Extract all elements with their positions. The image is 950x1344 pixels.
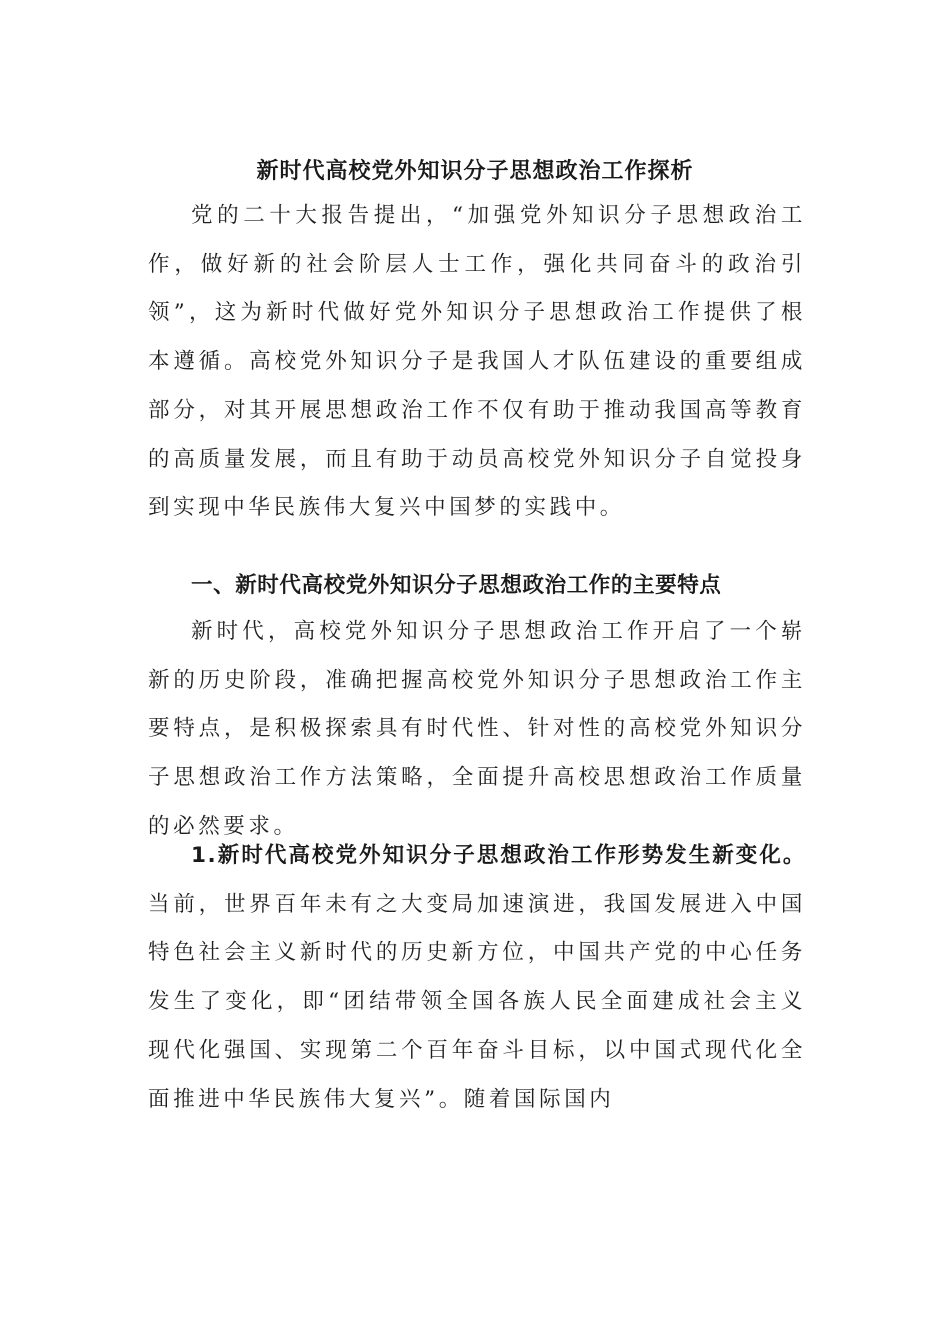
subsection-1-body: 当前，世界百年未有之大变局加速演进，我国发展进入中国特色社会主义新时代的历史新方位，中国共产党的中心任务发生了变化，即“团结带领全国各族人民全面建成社会主义现代化强国、实现第二个百年奋斗目标，以中国式现代化全面推进中华民族伟大复兴”。随着国际国内 xyxy=(148,891,806,1112)
paragraph-intro: 党的二十大报告提出，“加强党外知识分子思想政治工作，做好新的社会阶层人士工作，强化共同奋斗的政治引领”，这为新时代做好党外知识分子思想政治工作提供了根本遵循。高校党外知识分子是我国人才队伍建设的重要组成部分，对其开展思想政治工作不仅有助于推动我国高等教育的高质量发展，而且有助于动员高校党外知识分子自觉投身到实现中华民族伟大复兴中国梦的实践中。 xyxy=(148,203,806,521)
document-title: 新时代高校党外知识分子思想政治工作探析 xyxy=(256,159,694,184)
paragraph-subsection-1 xyxy=(148,832,806,1124)
paragraph-section-1-intro: 新时代，高校党外知识分子思想政治工作开启了一个崭新的历史阶段，准确把握高校党外知识分子思想政治工作主要特点，是积极探索具有时代性、针对性的高校党外知识分子思想政治工作方法策略，全面提升高校思想政治工作质量的必然要求。 xyxy=(148,619,806,839)
section-heading-1: 一、新时代高校党外知识分子思想政治工作的主要特点 xyxy=(191,573,722,598)
subsection-1-lead: 1.新时代高校党外知识分子思想政治工作形势发生新变化。 xyxy=(191,843,806,868)
